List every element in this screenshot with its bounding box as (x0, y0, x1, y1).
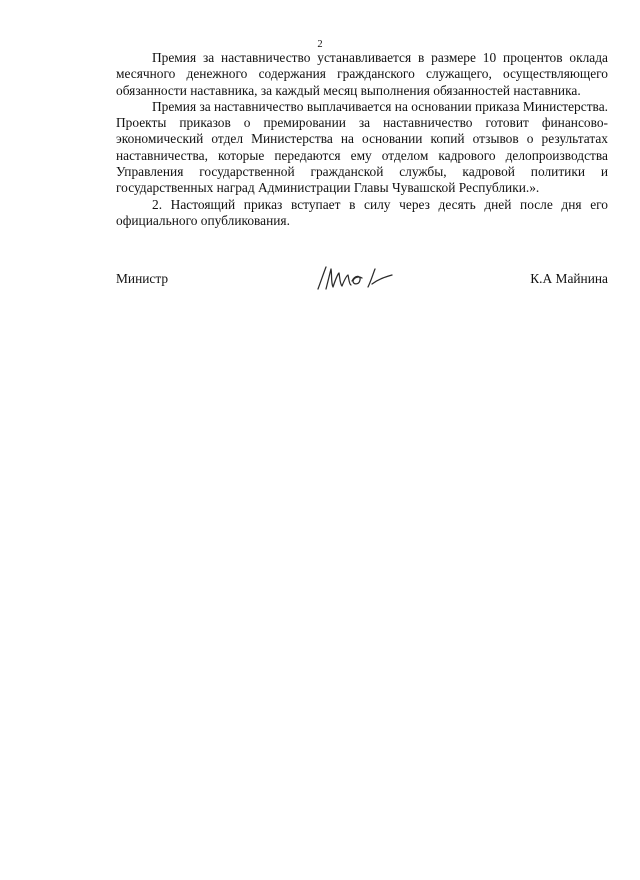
paragraph-mentorship-bonus-amount: Премия за наставничество устанавливается в размере 10 процентов оклада месячного денежного содержания гражданского служащего, осуществляющего обязанности наставника, за каждый месяц выполнения обязанностей наставника. (116, 50, 608, 98)
paragraph-mentorship-bonus-payment: Премия за наставничество выплачивается на основании приказа Министерства. Проекты приказов о премировании за наставничество готовит финансово-экономический отдел Министерства на основании копий отзывов о результатах наставничества, которые передаются ему отделом кадрового делопроизводства Управления государственной гражданской службы, кадровой политики и государственных наград Администрации Главы Чувашской Республики.». (116, 98, 608, 196)
page-number: 2 (317, 39, 323, 50)
signature-block (116, 263, 608, 297)
handwritten-signature (312, 263, 396, 293)
paragraph-order-effective-date: 2. Настоящий приказ вступает в силу через десять дней после дня его официального опубликования. (116, 196, 608, 228)
signatory-name: К.А Майнина (530, 271, 608, 286)
signatory-title: Министр (116, 271, 169, 286)
document-body (116, 50, 608, 229)
